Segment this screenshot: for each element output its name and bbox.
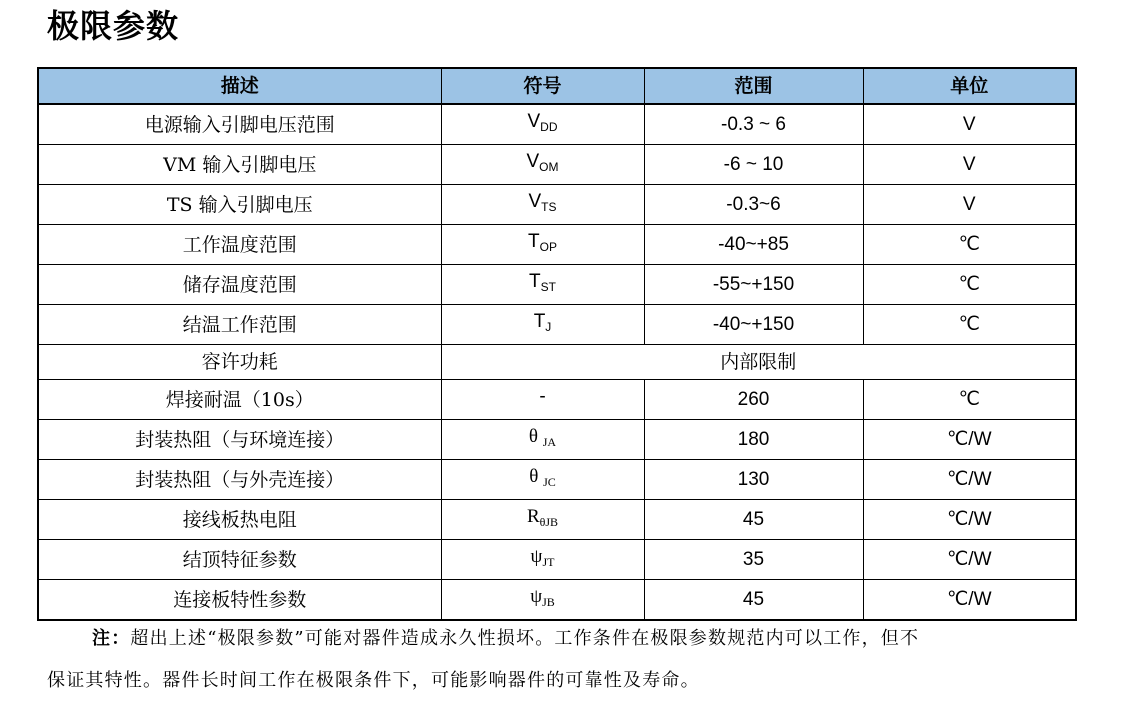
row-description: 工作温度范围: [38, 225, 441, 265]
row-description: 储存温度范围: [38, 265, 441, 305]
row-range: -40~+150: [644, 305, 863, 345]
symbol-subscript: JB: [542, 595, 555, 609]
row-description: 封装热阻（与外壳连接）: [38, 460, 441, 500]
symbol-main: θ: [528, 426, 538, 447]
row-unit: ℃/W: [863, 580, 1076, 621]
row-symbol: [441, 420, 644, 460]
row-unit: ℃: [863, 265, 1076, 305]
symbol-subscript: OP: [539, 240, 557, 254]
row-range: 45: [644, 500, 863, 540]
row-unit: V: [863, 185, 1076, 225]
table-row: [38, 345, 1076, 380]
table-row: [38, 420, 1076, 460]
row-unit: V: [863, 104, 1076, 145]
table-row: [38, 104, 1076, 145]
table-row: [38, 225, 1076, 265]
table-row: [38, 580, 1076, 621]
table-row: [38, 460, 1076, 500]
row-symbol: [441, 305, 644, 345]
row-range: 35: [644, 540, 863, 580]
symbol-subscript: TS: [541, 200, 557, 214]
symbol-subscript: J: [545, 320, 552, 334]
symbol-subscript: OM: [539, 160, 559, 174]
row-symbol: [441, 540, 644, 580]
row-symbol: [441, 500, 644, 540]
note-label: 注：: [92, 628, 131, 649]
symbol-main: T: [529, 271, 541, 292]
row-unit: ℃/W: [863, 500, 1076, 540]
symbol-main: T: [528, 231, 540, 252]
note-line-1: [92, 624, 1130, 650]
symbol-main: ψ: [530, 586, 543, 607]
row-range: 260: [644, 380, 863, 420]
row-description: 结顶特征参数: [38, 540, 441, 580]
symbol-subscript: JC: [543, 475, 556, 489]
symbol-subscript: DD: [540, 120, 558, 134]
table-row: [38, 145, 1076, 185]
row-range: -40~+85: [644, 225, 863, 265]
symbol-main: θ: [529, 466, 539, 487]
row-unit: ℃/W: [863, 420, 1076, 460]
page-title: 极限参数: [47, 7, 180, 45]
table-row: [38, 305, 1076, 345]
row-description: 焊接耐温（10s）: [38, 380, 441, 420]
row-symbol: [441, 104, 644, 145]
row-unit: ℃/W: [863, 460, 1076, 500]
row-description: 封装热阻（与环境连接）: [38, 420, 441, 460]
symbol-subscript: θJB: [539, 515, 559, 529]
note-text-1: 超出上述“极限参数”可能对器件造成永久性损坏。工作条件在极限参数规范内可以工作，但不: [130, 628, 920, 649]
row-range: 130: [644, 460, 863, 500]
row-description: 结温工作范围: [38, 305, 441, 345]
row-description: 电源输入引脚电压范围: [38, 104, 441, 145]
row-symbol: [441, 185, 644, 225]
symbol-main: V: [527, 111, 541, 132]
row-symbol: [441, 580, 644, 621]
header-unit: 单位: [863, 68, 1076, 104]
symbol-main: V: [528, 191, 542, 212]
row-description: 连接板特性参数: [38, 580, 441, 621]
table-row: [38, 500, 1076, 540]
row-merged-value: 内部限制: [441, 345, 1076, 380]
row-symbol: [441, 225, 644, 265]
row-range: -6 ~ 10: [644, 145, 863, 185]
symbol-subscript: JT: [542, 555, 555, 569]
symbol-main: V: [526, 151, 540, 172]
row-symbol: [441, 460, 644, 500]
row-unit: ℃: [863, 305, 1076, 345]
row-symbol: [441, 145, 644, 185]
row-symbol: [441, 265, 644, 305]
header-description: 描述: [38, 68, 441, 104]
row-unit: ℃: [863, 380, 1076, 420]
limit-parameters-table: [37, 67, 1077, 621]
table-row: [38, 540, 1076, 580]
header-symbol: 符号: [441, 68, 644, 104]
row-description: VM 输入引脚电压: [38, 145, 441, 185]
row-range: 180: [644, 420, 863, 460]
table-row: [38, 265, 1076, 305]
table-row: [38, 185, 1076, 225]
symbol-subscript: ST: [540, 280, 556, 294]
row-range: -0.3~6: [644, 185, 863, 225]
symbol-main: ψ: [530, 546, 543, 567]
symbol-main: -: [539, 386, 546, 407]
row-range: 45: [644, 580, 863, 621]
symbol-subscript: JA: [542, 435, 557, 449]
row-unit: V: [863, 145, 1076, 185]
table-header-row: [38, 68, 1076, 104]
row-description: TS 输入引脚电压: [38, 185, 441, 225]
header-range: 范围: [644, 68, 863, 104]
row-description: 接线板热电阻: [38, 500, 441, 540]
row-unit: ℃: [863, 225, 1076, 265]
table-row: [38, 380, 1076, 420]
row-range: -55~+150: [644, 265, 863, 305]
row-unit: ℃/W: [863, 540, 1076, 580]
row-symbol: [441, 380, 644, 420]
note-line-2: 保证其特性。器件长时间工作在极限条件下，可能影响器件的可靠性及寿命。: [47, 670, 700, 691]
row-range: -0.3 ~ 6: [644, 104, 863, 145]
row-description: 容许功耗: [38, 345, 441, 380]
symbol-main: R: [526, 506, 540, 527]
symbol-main: T: [533, 311, 546, 332]
